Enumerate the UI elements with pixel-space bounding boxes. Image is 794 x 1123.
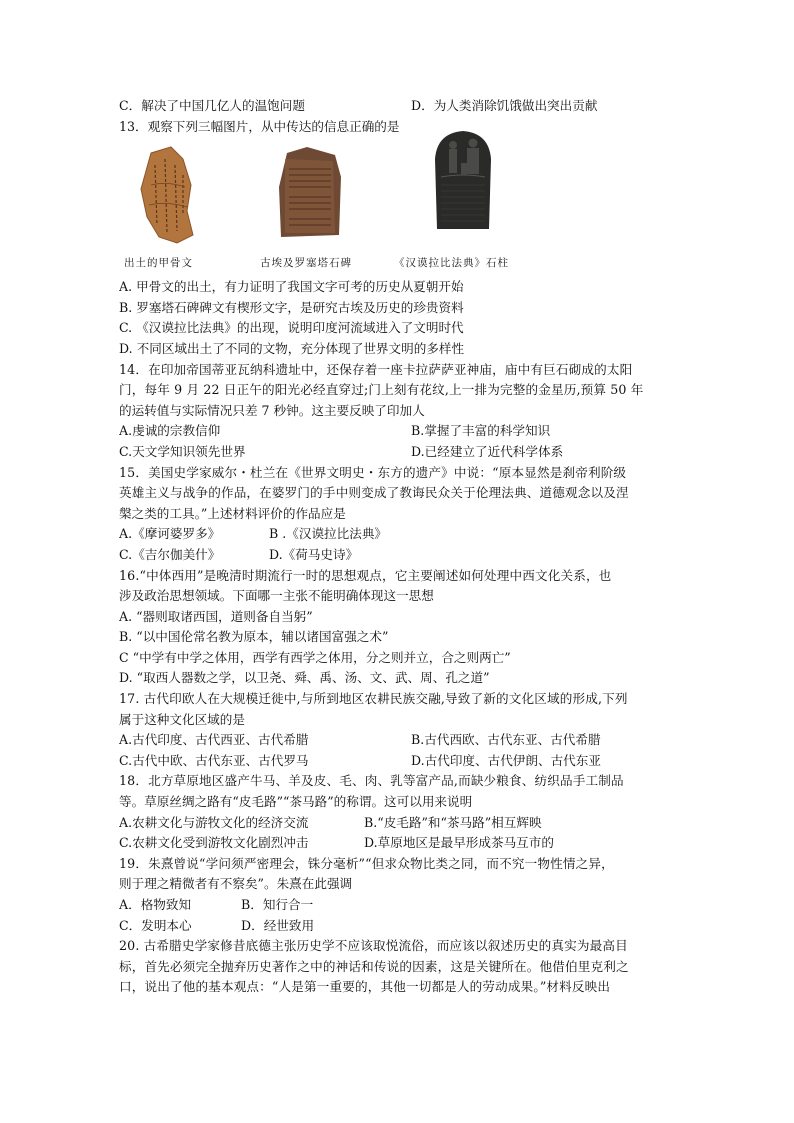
q18-option-a[interactable]: A.农耕文化与游牧文化的经济交流 xyxy=(119,814,309,830)
q16-option-d[interactable]: D. “取西人器数之学，以卫尧、舜、禹、汤、文、武、周、孔之道” xyxy=(119,670,490,686)
q16-option-b[interactable]: B. “以中国伦常名教为原本，辅以诸国富强之术” xyxy=(119,629,389,645)
q18-stem-line1: 18．北方草原地区盛产牛马、羊及皮、毛、肉、乳等富产品,而缺少粮食、纺织品手工制品 xyxy=(119,773,624,789)
q20-stem-line3: 口，说出了他的基本观点：“人是第一重要的，其他一切都是人的劳动成果。”材料反映出 xyxy=(119,979,611,995)
q14-option-d[interactable]: D.已经建立了近代科学体系 xyxy=(411,443,564,459)
q14-stem-line3: 的运转值与实际情况只差 7 秒钟。这主要反映了印加人 xyxy=(119,402,425,418)
q15-option-b[interactable]: B .《汉谟拉比法典》 xyxy=(269,526,388,542)
q16-option-c[interactable]: C “中学有中学之体用，西学有西学之体用，分之则并立，合之则两亡” xyxy=(119,649,511,665)
q13-option-d[interactable]: D. 不同区域出土了不同的文物，充分体现了世界文明的多样性 xyxy=(119,340,465,356)
q13-figures xyxy=(119,137,679,277)
q18-stem-line2: 等。草原丝绸之路有“皮毛路”“茶马路”的称谓。这可以用来说明 xyxy=(119,794,473,810)
q17-stem-line2: 属于这种文化区域的是 xyxy=(119,711,245,727)
q17-option-d[interactable]: D.古代印度、古代伊朗、古代东亚 xyxy=(411,752,601,768)
q15-stem-line2: 英雄主义与战争的作品，在婆罗门的手中则变成了教诲民众关于伦理法典、道德观念以及涅 xyxy=(119,485,629,501)
q15-stem-line1: 15．美国史学家威尔・杜兰在《世界文明史・东方的遗产》中说：“原本显然是刹帝利阶级 xyxy=(119,464,627,480)
q15-option-a[interactable]: A.《摩诃婆罗多》 xyxy=(119,526,221,542)
q16-stem-line2: 涉及政治思想领域。下面哪一主张不能明确体现这一思想 xyxy=(119,588,434,604)
q14-option-a[interactable]: A.虔诚的宗教信仰 xyxy=(119,423,221,439)
q20-stem-line1: 20. 古希腊史学家修昔底德主张历史学不应该取悦流俗，而应该以叙述历史的真实为最高目 xyxy=(119,938,628,954)
caption-hammurabi-stele: 《汉谟拉比法典》石柱 xyxy=(394,257,509,270)
q15-option-d[interactable]: D.《荷马史诗》 xyxy=(269,546,359,562)
q20-stem-line2: 标，首先必须完全抛弃历史著作之中的神话和传说的因素，这是关键所在。他借伯里克利之 xyxy=(119,958,629,974)
q16-stem-line1: 16.“中体西用”是晚清时期流行一时的思想观点，它主要阐述如何处理中西文化关系，也 xyxy=(119,567,612,583)
q19-option-a[interactable]: A．格物致知 xyxy=(119,897,192,912)
caption-rosetta-stone: 古埃及罗塞塔石碑 xyxy=(260,257,352,270)
q18-options-ab xyxy=(119,813,679,834)
q14-stem-line2: 门，每年 9 月 22 日正午的阳光必经直穿过;门上刻有花纹,上一排为完整的金星历,预算 50 年 xyxy=(119,382,644,398)
q17-options-cd xyxy=(119,751,679,772)
q14-option-b[interactable]: B.掌握了丰富的科学知识 xyxy=(411,423,551,439)
q15-options-cd xyxy=(119,545,679,566)
q18-options-cd xyxy=(119,833,679,854)
q19-options-cd xyxy=(119,916,679,937)
q19-option-c[interactable]: C．发明本心 xyxy=(119,917,192,933)
q17-option-b[interactable]: B.古代西欧、古代东亚、古代希腊 xyxy=(411,732,601,748)
q13-option-c[interactable]: C. 《汉谟拉比法典》的出现，说明印度河流域进入了文明时代 xyxy=(119,320,464,336)
q13-option-b[interactable]: B. 罗塞塔石碑碑文有楔形文字，是研究古埃及历史的珍贵资料 xyxy=(119,299,464,315)
q16-option-a[interactable]: A. “器则取诸西国，道则备自当躬” xyxy=(119,608,313,624)
q12-option-d[interactable]: D．为人类消除饥饿做出突出贡献 xyxy=(411,98,598,113)
q19-stem-line1: 19．朱熹曾说“学问须严密理会，铢分毫析”“但求众物比类之同，而不究一物性情之异， xyxy=(119,855,614,871)
q19-option-b[interactable]: B．知行合一 xyxy=(241,897,314,912)
q12-option-c[interactable]: C．解决了中国几亿人的温饱问题 xyxy=(119,98,305,113)
q17-option-c[interactable]: C.古代中欧、古代东亚、古代罗马 xyxy=(119,752,309,768)
rosetta-stone-image xyxy=(277,147,343,239)
q15-option-c[interactable]: C.《吉尔伽美什》 xyxy=(119,546,221,562)
q17-stem-line1: 17. 古代印欧人在大规模迁徙中,与所到地区农耕民族交融,导致了新的文化区域的形成,下列 xyxy=(119,691,628,707)
q14-option-c[interactable]: C.天文学知识领先世界 xyxy=(119,443,246,459)
q12-options-cd xyxy=(119,96,679,117)
q13-option-a[interactable]: A. 甲骨文的出土，有力证明了我国文字可考的历史从夏朝开始 xyxy=(119,279,464,295)
q17-options-ab xyxy=(119,730,679,751)
q19-stem-line2: 则于理之精微者有不察矣”。朱熹在此强调 xyxy=(119,876,353,892)
q15-options-ab xyxy=(119,524,679,545)
q13-stem: 13．观察下列三幅图片，从中传达的信息正确的是 xyxy=(119,118,400,134)
q18-option-b[interactable]: B.“皮毛路”和“茶马路”相互辉映 xyxy=(364,814,542,830)
q19-options-ab xyxy=(119,895,679,916)
q14-stem-line1: 14．在印加帝国蒂亚瓦纳科遗址中，还保存着一座卡拉萨萨亚神庙，庙中有巨石砌成的太阳 xyxy=(119,361,633,377)
caption-oracle-bone: 出土的甲骨文 xyxy=(124,257,193,270)
q19-option-d[interactable]: D．经世致用 xyxy=(241,917,315,933)
exam-page xyxy=(119,96,679,998)
q18-option-c[interactable]: C.农耕文化受到游牧文化剧烈冲击 xyxy=(119,835,309,851)
hammurabi-stele-image xyxy=(431,129,495,229)
q17-option-a[interactable]: A.古代印度、古代西亚、古代希腊 xyxy=(119,732,309,748)
q18-option-d[interactable]: D.草原地区是最早形成茶马互市的 xyxy=(364,835,554,851)
q14-options-ab xyxy=(119,421,679,442)
q14-options-cd xyxy=(119,442,679,463)
q15-stem-line3: 槃之类的工具。”上述材料评价的作品应是 xyxy=(119,505,346,521)
oracle-bone-image xyxy=(137,145,197,245)
